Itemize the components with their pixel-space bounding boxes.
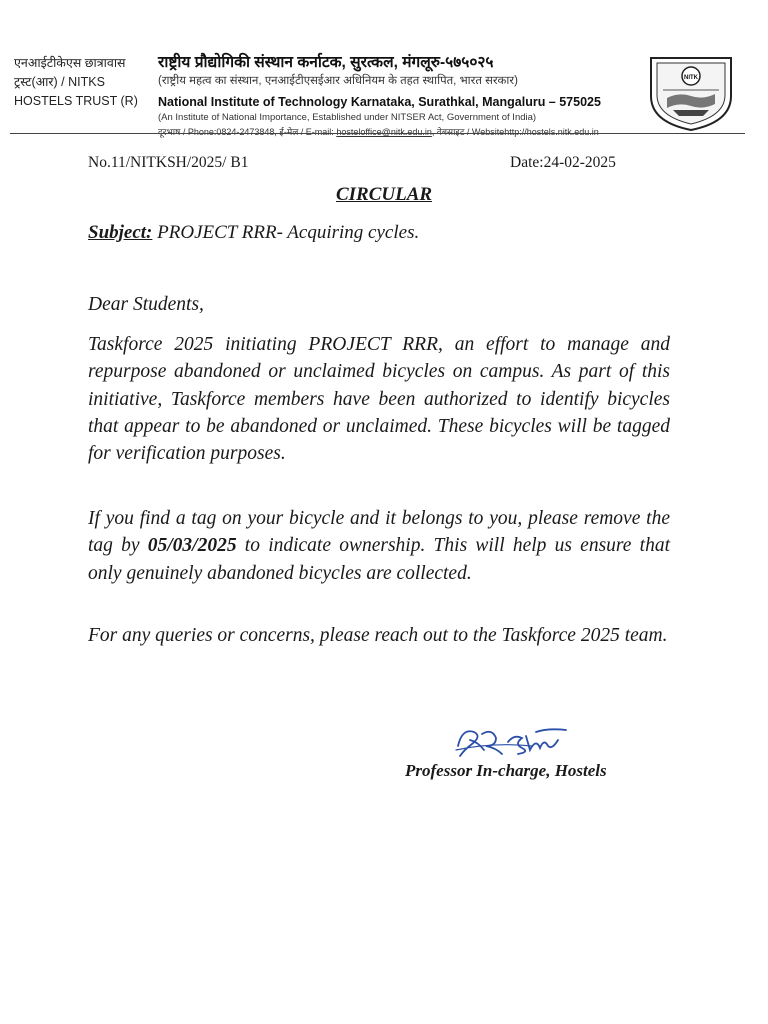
subject-line bbox=[88, 222, 419, 244]
paragraph-intro: Taskforce 2025 initiating PROJECT RRR, an effort to manage and repurpose abandoned or unclaimed bicycles on campus. As part of this initiative, Taskforce members have been authorized to identify bicycles that appear to be abandoned or unclaimed. These bicycles will be tagged for verification purposes. bbox=[88, 334, 670, 465]
trust-name-block bbox=[14, 54, 154, 111]
subject-text: PROJECT RRR- Acquiring cycles. bbox=[152, 222, 420, 243]
reference-number: No.11/NITKSH/2025/ B1 bbox=[88, 154, 249, 171]
institute-name-english: National Institute of Technology Karnataka, Surathkal, Mangaluru – 575025 bbox=[158, 95, 601, 109]
institute-subtitle-hindi: (राष्ट्रीय महत्व का संस्थान, एनआईटीएसईआर अधिनियम के तहत स्थापित, भारत सरकार) bbox=[158, 75, 518, 87]
handwritten-signature bbox=[452, 720, 576, 764]
trust-name-mixed: ट्रस्ट(आर) / NITKS bbox=[14, 75, 105, 89]
subject-label: Subject: bbox=[88, 222, 153, 243]
institute-subtitle-english: (An Institute of National Importance, Established under NITSER Act, Government of India) bbox=[158, 112, 537, 123]
signatory-designation: Professor In-charge, Hostels bbox=[405, 761, 607, 780]
logo-lettering: NITK bbox=[684, 75, 698, 81]
paragraph-queries: For any queries or concerns, please reach out to the Taskforce 2025 team. bbox=[88, 625, 668, 646]
contact-website: , वेबसाइट / Websitehttp://hostels.nitk.edu.in bbox=[431, 127, 599, 137]
paragraph-tag-instructions bbox=[88, 505, 670, 587]
letterhead-divider bbox=[10, 133, 745, 134]
document-heading: CIRCULAR bbox=[335, 184, 433, 205]
paragraph2-start: If you find a tag on your bicycle and it belongs to you, please remove the tag by bbox=[88, 508, 670, 557]
institute-name-hindi: राष्ट्रीय प्रौद्योगिकी संस्थान कर्नाटक, सुरत्कल, मंगलूरु-५७५०२५ bbox=[158, 54, 494, 71]
deadline-date: 05/03/2025 bbox=[147, 535, 237, 557]
nitk-emblem-logo bbox=[643, 52, 739, 132]
salutation: Dear Students, bbox=[88, 294, 204, 315]
contact-email-link[interactable]: hosteloffice@nitk.edu.in bbox=[336, 127, 432, 137]
paragraph2-end: to indicate ownership. This will help us ensure that only genuinely abandoned bicycles are collected. bbox=[88, 535, 670, 584]
contact-phone: दूरभाष / Phone:0824-2473848, ई-मेल / E-mail: bbox=[158, 127, 337, 137]
trust-name-english: HOSTELS TRUST (R) bbox=[14, 94, 138, 108]
circular-date: Date:24-02-2025 bbox=[510, 154, 616, 171]
trust-name-hindi: एनआईटीकेएस छात्रावास bbox=[14, 56, 126, 70]
institute-header bbox=[158, 52, 628, 140]
